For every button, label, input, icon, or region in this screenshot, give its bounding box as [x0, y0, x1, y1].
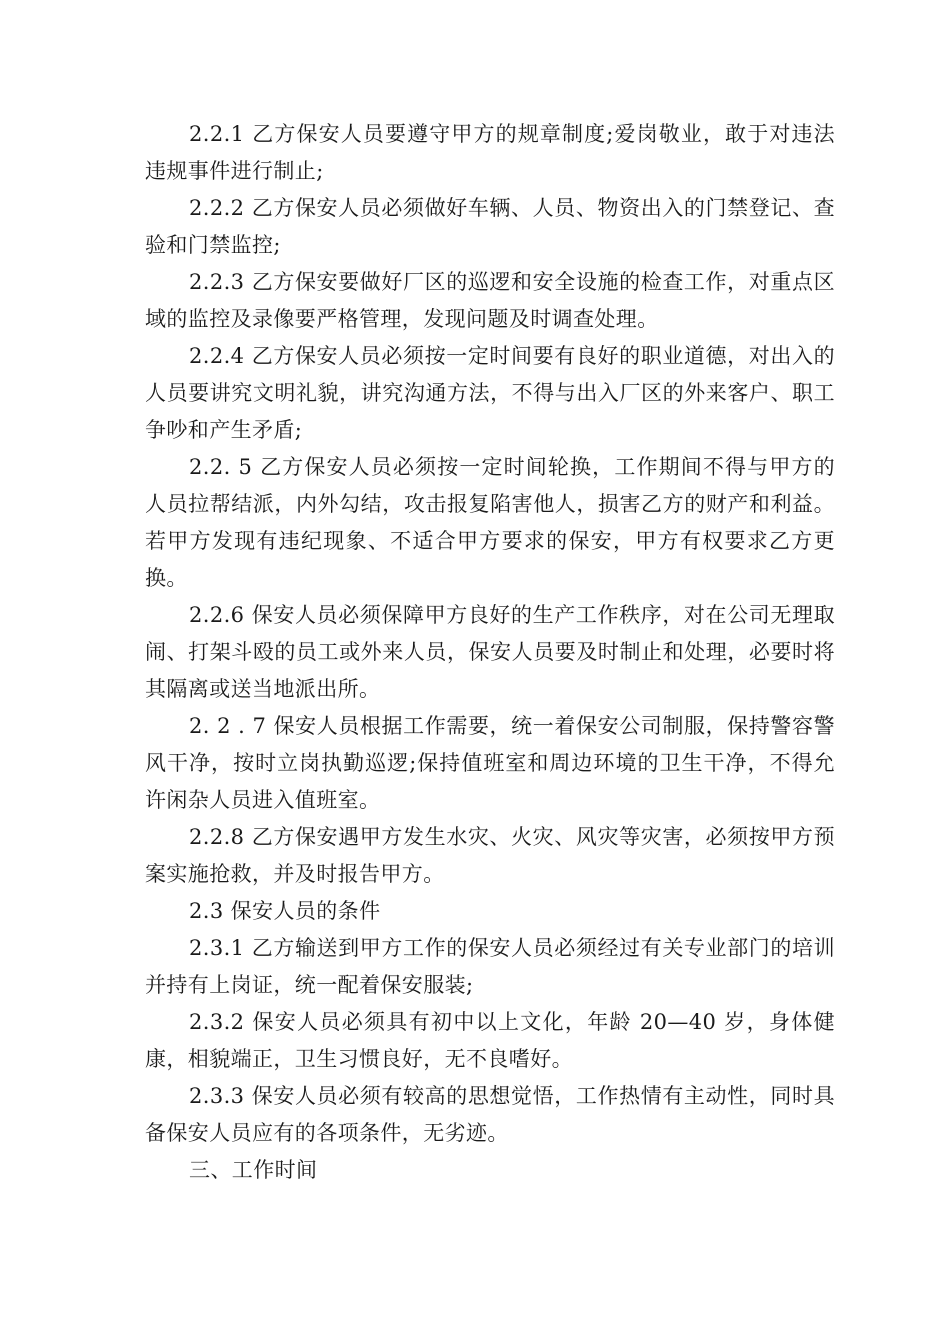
section-heading-2-3: 2.3 保安人员的条件	[189, 899, 381, 923]
clause-2-2-4: 2.2.4 乙方保安人员必须按一定时间要有良好的职业道德，对出入的人员要讲究文明礼貌，讲究沟通方法，不得与出入厂区的外来客户、职工争吵和产生矛盾;	[145, 344, 835, 442]
clause-2-2-8: 2.2.8 乙方保安遇甲方发生水灾、火灾、风灾等灾害，必须按甲方预案实施抢救，并及时报告甲方。	[145, 825, 835, 886]
clause-2-2-1: 2.2.1 乙方保安人员要遵守甲方的规章制度;爱岗敬业，敢于对违法违规事件进行制止;	[145, 122, 835, 183]
clause-2-3-3: 2.3.3 保安人员必须有较高的思想觉悟，工作热情有主动性，同时具备保安人员应有的各项条件，无劣迹。	[145, 1084, 835, 1145]
clause-2-2-5: 2.2. 5 乙方保安人员必须按一定时间轮换，工作期间不得与甲方的人员拉帮结派，内外勾结，攻击报复陷害他人，损害乙方的财产和利益。若甲方发现有违纪现象、不适合甲方要求的保安，甲方有权要求乙方更换。	[145, 455, 835, 590]
document-body	[145, 116, 835, 1189]
clause-2-3-2: 2.3.2 保安人员必须具有初中以上文化，年龄 20—40 岁，身体健康，相貌端正，卫生习惯良好，无不良嗜好。	[145, 1010, 835, 1071]
clause-2-2-6: 2.2.6 保安人员必须保障甲方良好的生产工作秩序，对在公司无理取闹、打架斗殴的员工或外来人员，保安人员要及时制止和处理，必要时将其隔离或送当地派出所。	[145, 603, 835, 701]
clause-2-2-7: 2. 2 . 7 保安人员根据工作需要，统一着保安公司制服，保持警容警风干净，按时立岗执勤巡逻;保持值班室和周边环境的卫生干净，不得允许闲杂人员进入值班室。	[145, 714, 835, 812]
clause-2-2-2: 2.2.2 乙方保安人员必须做好车辆、人员、物资出入的门禁登记、查验和门禁监控;	[145, 196, 835, 257]
section-heading-3: 三、工作时间	[189, 1158, 318, 1182]
clause-2-3-1: 2.3.1 乙方输送到甲方工作的保安人员必须经过有关专业部门的培训并持有上岗证，统一配着保安服装;	[145, 936, 835, 997]
clause-2-2-3: 2.2.3 乙方保安要做好厂区的巡逻和安全设施的检查工作，对重点区域的监控及录像要严格管理，发现问题及时调查处理。	[145, 270, 835, 331]
